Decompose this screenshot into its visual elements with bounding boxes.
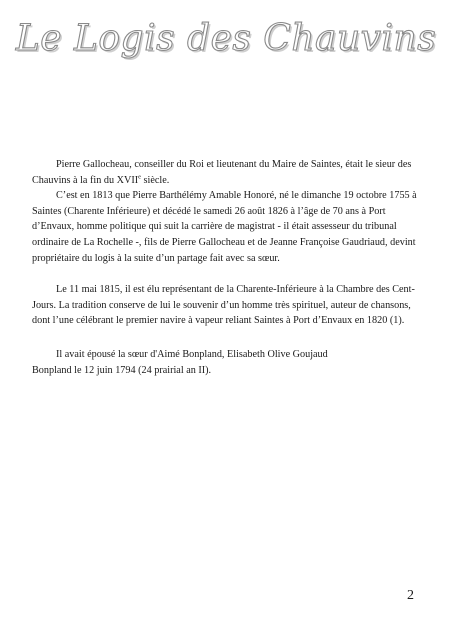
- paragraph-text: Pierre Gallocheau, conseiller du Roi et lieutenant du Maire de Saintes, était le sieur des Chauvins à la fin du XVII: [32, 159, 412, 186]
- page-number: 2: [407, 588, 414, 603]
- paragraph-1813: C’est en 1813 que Pierre Barthélémy Amable Honoré, né le dimanche 19 octobre 1755 à Saintes (Charente Inférieure) et décédé le samedi 26 août 1826 à l’âge de 70 ans à Port d’Envaux, homme politique qui suit la carrière de magistrat - il était assesseur du tribunal ordinaire de La Rochelle -, fils de Pierre Gallocheau et de Jeanne Françoise Gaudriaud, devint propriétaire du logis à la suite d’un partage fait avec sa sœur.: [32, 190, 417, 264]
- paragraph-gallocheau: [32, 157, 420, 188]
- superscript: e: [138, 173, 141, 181]
- page-title: Le Logis des Chauvins: [15, 18, 437, 59]
- paragraph-marriage: Il avait épousé la sœur d'Aimé Bonpland, Elisabeth Olive Goujaud Bonpland le 12 juin 1794 (24 prairial an II).: [32, 348, 328, 376]
- paragraph-text: siècle.: [141, 174, 170, 186]
- body-text: [32, 157, 420, 378]
- paragraph-1815: Le 11 mai 1815, il est élu représentant de la Charente-Inférieure à la Chambre des Cent-Jours. La tradition conserve de lui le souvenir d’un homme très spirituel, auteur de chansons, dont l’une célébrant le premier navire à vapeur reliant Saintes à Port d’Envaux en 1820 (1).: [32, 284, 415, 327]
